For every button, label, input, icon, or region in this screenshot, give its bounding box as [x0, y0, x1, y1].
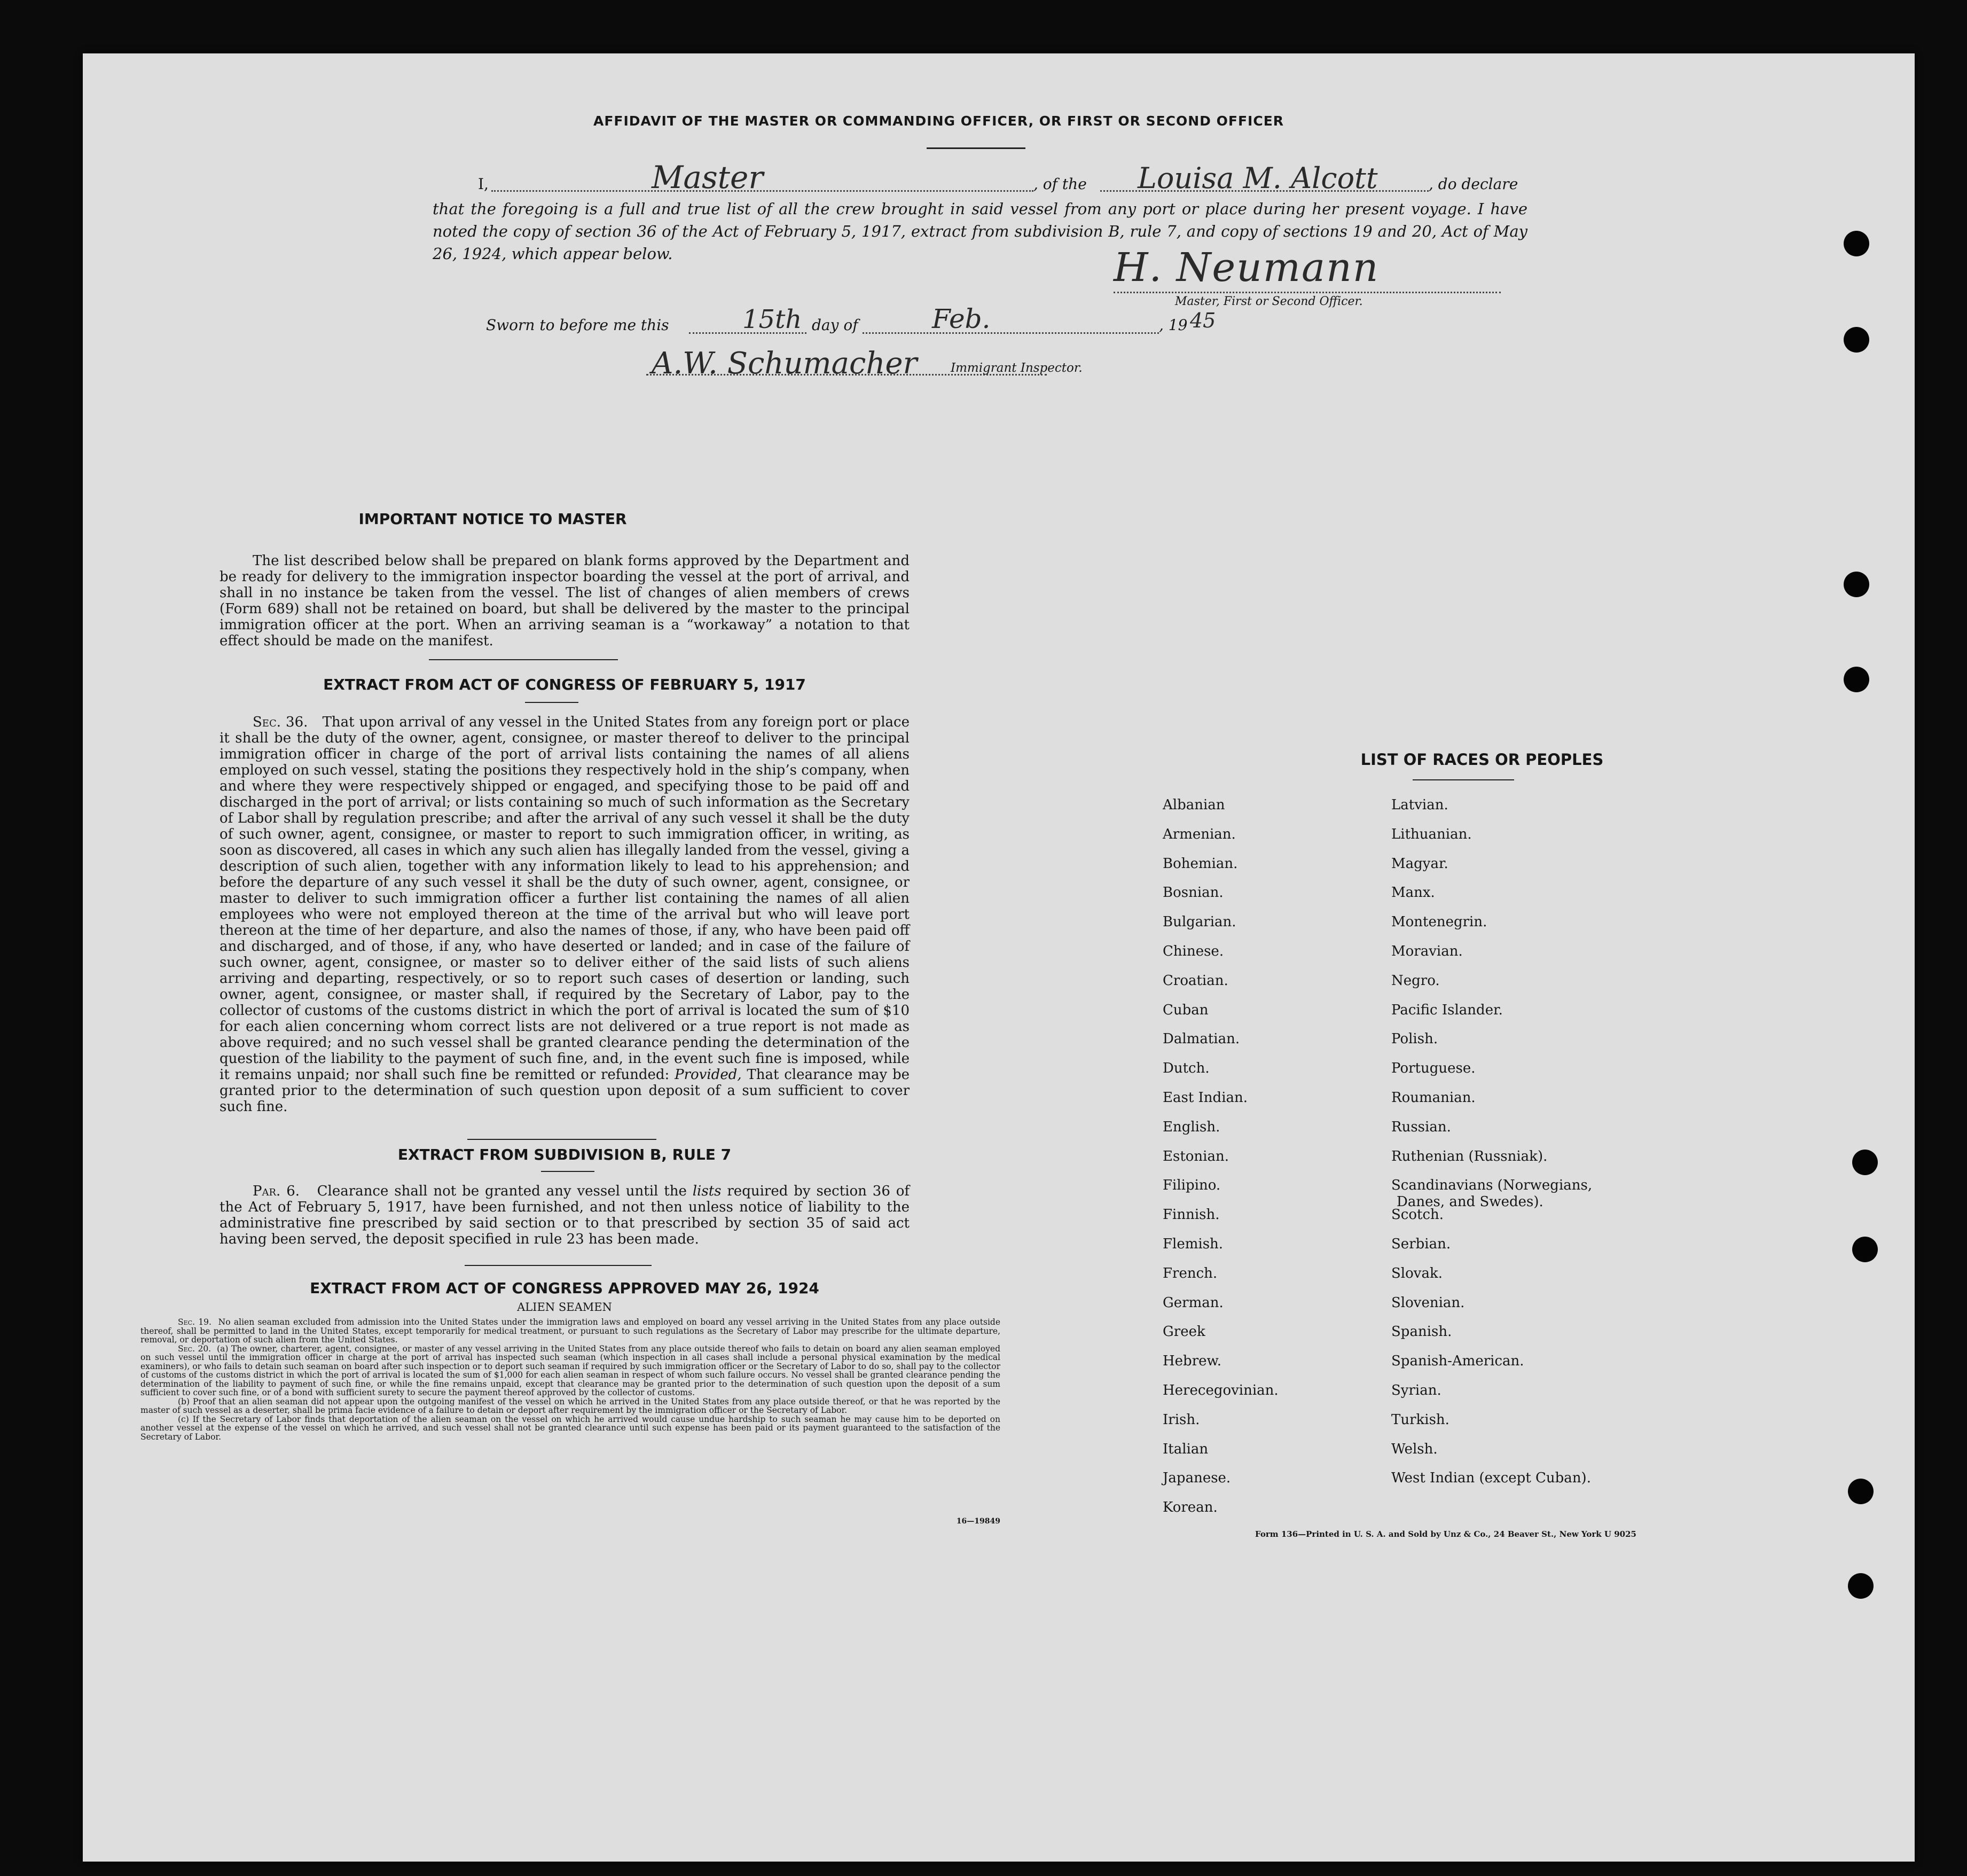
race-item: Latvian. — [1391, 797, 1448, 813]
race-item: Roumanian. — [1391, 1090, 1476, 1106]
race-item: Turkish. — [1391, 1411, 1449, 1428]
par-6-text-b: required by section 36 of the Act of February 5, 1917, have been furnished, and not then unless notice of liability to the administrative fine prescribed by said section or to that prescribed by section 35 of said act having been served, the deposit specified in rule 23 has been made. — [220, 1183, 910, 1247]
race-item: Croatian. — [1163, 972, 1228, 989]
sec-36-end: That clearance may be granted prior to the determination of such question upon deposit of a sum sufficient to cover such fine. — [220, 1067, 910, 1115]
sec-20c-text: (c) If the Secretary of Labor finds that deportation of the alien seaman on the vessel on which he arrived would cause undue hardship to such seaman he may cause him to be deported on another vessel at the expense of the vessel on which he arrived, and such vessel shall not be granted clearance until such expense has been paid or its payment guaranteed to the satisfaction of the Secretary of Labor. — [140, 1414, 1000, 1442]
section-rule — [465, 1265, 652, 1266]
race-item: Dalmatian. — [1163, 1031, 1240, 1048]
race-item: Lithuanian. — [1391, 826, 1472, 842]
binder-hole — [1848, 1479, 1874, 1504]
race-item: English. — [1163, 1119, 1220, 1135]
race-item: Polish. — [1391, 1031, 1438, 1048]
sec-20-label: Sec. 20. — [178, 1343, 211, 1354]
form-footer: Form 136—Printed in U. S. A. and Sold by Unz & Co., 24 Beaver St., New York U 9025 — [1255, 1529, 1636, 1539]
extract-1917-title: EXTRACT FROM ACT OF CONGRESS OF FEBRUARY 5, 1917 — [323, 676, 806, 693]
affidavit-title: AFFIDAVIT OF THE MASTER OR COMMANDING OFFICER, OR FIRST OR SECOND OFFICER — [593, 113, 1284, 129]
inspector-caption: Immigrant Inspector. — [951, 361, 1083, 375]
race-item: Magyar. — [1391, 855, 1448, 872]
sec-36-label: Sec. 36. — [253, 714, 308, 730]
race-item: Scotch. — [1391, 1207, 1444, 1223]
race-item: Japanese. — [1163, 1470, 1231, 1487]
race-item: Cuban — [1163, 1002, 1209, 1018]
declare-label: , do declare — [1429, 175, 1518, 193]
section-rule — [429, 659, 618, 660]
race-item: Albanian — [1163, 797, 1225, 813]
races-title: LIST OF RACES OR PEOPLES — [1360, 751, 1604, 769]
race-item: Armenian. — [1163, 826, 1236, 842]
sec-36-text: That upon arrival of any vessel in the United States from any foreign port or place it shall be the duty of the owner, agent, consignee, or master thereof to deliver to the principal immigration officer in charge of the port of arrival lists containing the names of all aliens employed on such vessel, stating the positions they respectively hold in the ship’s company, when and where they were respectively shipped or engaged, and specifying those to be paid off and discharged in the port of arrival; or lists containing so much of such information as the Secretary of Labor shall by regulation prescribe; and after the arrival of any such vessel it shall be the duty of such owner, agent, consignee, or master to report to such immigration officer, in writing, as soon as discovered, all cases in which any such alien has illegally landed from the vessel, giving a description of such alien, together with any information likely to lead to his apprehension; and before the departure of any such vessel it shall be the duty of such owner, agent, consignee, or master to deliver to such immigration officer a further list containing the names of all alien employees who were not employed thereon at the time of the arrival but who will leave port thereon at the time of her departure, and also the names of those, if any, who have been paid off and discharged, and of those, if any, who have deserted or landed; and in case of the failure of such owner, agent, consignee, or master so to deliver either of the said lists of such aliens arriving and departing, respectively, or so to report such cases of desertion or landing, such owner, agent, consignee, or master shall, if required by the Secretary of Labor, pay to the collector of customs of the customs district in which the port of arrival is located the sum of $10 for each alien concerning whom correct lists are not delivered or a true report is not made as above required; and no such vessel shall be granted clearance pending the determination of the question of the liability to the payment of such fine, and, in the event such fine is imposed, while it remains unpaid; nor shall such fine be remitted or refunded: — [220, 714, 910, 1083]
race-item: Moravian. — [1391, 943, 1463, 959]
day-of-label: day of — [812, 316, 858, 334]
extract-1924-title: EXTRACT FROM ACT OF CONGRESS APPROVED MAY 26, 1924 — [310, 1279, 819, 1297]
race-item: West Indian (except Cuban). — [1391, 1470, 1591, 1487]
race-item: Flemish. — [1163, 1236, 1224, 1252]
race-item: Italian — [1163, 1441, 1209, 1457]
race-item: Montenegrin. — [1391, 914, 1487, 931]
section-rule — [467, 1139, 656, 1140]
provided-word: Provided, — [675, 1067, 742, 1083]
sworn-month-handwritten: Feb. — [932, 303, 991, 334]
race-item: Portuguese. — [1391, 1060, 1476, 1077]
rank-handwritten: Master — [652, 159, 764, 196]
binder-hole — [1844, 327, 1869, 353]
document-page — [83, 53, 1915, 1862]
year-handwritten: 45 — [1190, 309, 1216, 332]
race-item: Spanish-American. — [1391, 1353, 1524, 1370]
signature-line — [1114, 292, 1501, 293]
races-rule — [1413, 779, 1514, 780]
binder-hole — [1844, 572, 1869, 597]
vessel-handwritten: Louisa M. Alcott — [1138, 161, 1378, 195]
race-item: Danes, and Swedes). — [1397, 1194, 1543, 1210]
inspector-handwritten: A.W. Schumacher — [652, 346, 918, 381]
sworn-label: Sworn to before me this — [486, 316, 669, 334]
race-item: Estonian. — [1163, 1148, 1229, 1164]
affidavit-body: that the foregoing is a full and true list of all the crew brought in said vessel from any port or place during her present voyage. I have noted the copy of section 36 of the Act of February 5, 1917, extract from subdivision B, rule 7, and copy of sections 19 and 20, Act of May 26, 1924, which appear below. — [433, 200, 1527, 263]
binder-hole — [1852, 1150, 1878, 1175]
race-item: French. — [1163, 1265, 1218, 1281]
race-item: Negro. — [1391, 972, 1440, 989]
affidavit-i-label: I, — [478, 175, 489, 193]
race-item: Bulgarian. — [1163, 914, 1236, 931]
race-item: German. — [1163, 1294, 1224, 1311]
race-item: Russian. — [1391, 1119, 1451, 1135]
alien-seamen-subtitle: ALIEN SEAMEN — [517, 1301, 612, 1314]
notice-title: IMPORTANT NOTICE TO MASTER — [358, 510, 627, 528]
rule7-body — [220, 1183, 910, 1247]
lists-word: lists — [692, 1183, 722, 1199]
race-item: Bosnian. — [1163, 885, 1224, 901]
extract-1917-body — [220, 714, 910, 1115]
short-rule — [525, 702, 578, 703]
binder-hole — [1844, 667, 1869, 692]
race-item: Hebrew. — [1163, 1353, 1221, 1370]
race-item: Spanish. — [1391, 1324, 1452, 1340]
month-line — [863, 332, 1159, 334]
binder-hole — [1852, 1237, 1878, 1262]
race-item: Manx. — [1391, 885, 1435, 901]
rule7-title: EXTRACT FROM SUBDIVISION B, RULE 7 — [397, 1146, 732, 1163]
race-item: Welsh. — [1391, 1441, 1438, 1457]
of-the-label: , of the — [1033, 175, 1087, 193]
form-code: 16—19849 — [956, 1517, 1000, 1526]
race-item: Slovak. — [1391, 1265, 1443, 1281]
race-item: Dutch. — [1163, 1060, 1210, 1077]
par-6-label: Par. 6. — [253, 1183, 300, 1199]
signature-caption: Master, First or Second Officer. — [1175, 295, 1363, 308]
race-item: Greek — [1163, 1324, 1205, 1340]
race-item: Ruthenian (Russniak). — [1391, 1148, 1548, 1164]
sec-20a-text: (a) The owner, charterer, agent, consignee, or master of any vessel arriving in the United States from any place outside thereof who fails to detain on board any alien seaman employed on such vessel until the immigration officer in charge at the port of arrival has inspected such seaman (which inspection in all cases shall include a personal physical examination by the medical examiners), or who fails to detain such seaman on board after such inspection or to deport such seaman if required by such immigration officer or the Secretary of Labor to do so, shall pay to the collector of customs of the customs district in which the port of arrival is located the sum of $1,000 for each alien seaman in respect of whom such failure occurs. No vessel shall be granted clearance pending the determination of the liability to payment of such fine, or while the fine remains unpaid, except that clearance may be granted prior to the determination of such question upon the deposit of a sum sufficient to cover such fine, or of a bond with sufficient surety to secure the payment thereof approved by the collector of customs. — [140, 1343, 1001, 1397]
race-item: Filipino. — [1163, 1177, 1221, 1194]
par-6-text-a: Clearance shall not be granted any vessel until the — [317, 1183, 687, 1199]
sec-19-label: Sec. 19. — [178, 1317, 211, 1327]
race-item: Chinese. — [1163, 943, 1224, 959]
race-item: Scandinavians (Norwegians, — [1391, 1177, 1593, 1194]
race-item: Finnish. — [1163, 1207, 1220, 1223]
sec-19-text: No alien seaman excluded from admission into the United States under the immigration laws and employed on board any vessel arriving in the United States from any place outside thereof, shall be permitted to land in the United States, except temporarily for medical treatment, or pursuant to such regulations as the Secretary of Labor may prescribe for the ultimate departure, removal, or deportation of such alien from the United States. — [140, 1317, 1001, 1345]
race-item: East Indian. — [1163, 1090, 1248, 1106]
race-item: Bohemian. — [1163, 855, 1238, 872]
race-item: Herecegovinian. — [1163, 1382, 1279, 1398]
notice-body: The list described below shall be prepared on blank forms approved by the Department and be ready for delivery to the immigration inspector boarding the vessel at the port of arrival, and shall in no instance be taken from the vessel. The list of changes of alien members of crews (Form 689) shall not be retained on board, but shall be delivered by the master to the principal immigration officer at the port. When an arriving seaman is a “workaway” a notation to that effect should be made on the manifest. — [220, 553, 910, 649]
year-prefix: , 19 — [1159, 316, 1188, 334]
extract-1924-body — [140, 1318, 1000, 1441]
race-item: Serbian. — [1391, 1236, 1451, 1252]
binder-hole — [1844, 231, 1869, 256]
sec-20b-text: (b) Proof that an alien seaman did not appear upon the outgoing manifest of the vessel on which he arrived in the United States from any place outside thereof, or that he was reported by the master of such vessel as a deserter, shall be prima facie evidence of a failure to detain or deport after requirement by the immigration officer or the Secretary of Labor. — [140, 1396, 1000, 1415]
race-item: Pacific Islander. — [1391, 1002, 1503, 1018]
binder-hole — [1848, 1573, 1874, 1599]
race-item: Irish. — [1163, 1411, 1200, 1428]
master-signature: H. Neumann — [1114, 245, 1380, 291]
sworn-day-handwritten: 15th — [742, 304, 802, 334]
race-item: Syrian. — [1391, 1382, 1441, 1398]
short-rule — [541, 1171, 594, 1172]
race-item: Slovenian. — [1391, 1294, 1465, 1311]
title-rule — [927, 147, 1025, 149]
race-item: Korean. — [1163, 1499, 1218, 1516]
